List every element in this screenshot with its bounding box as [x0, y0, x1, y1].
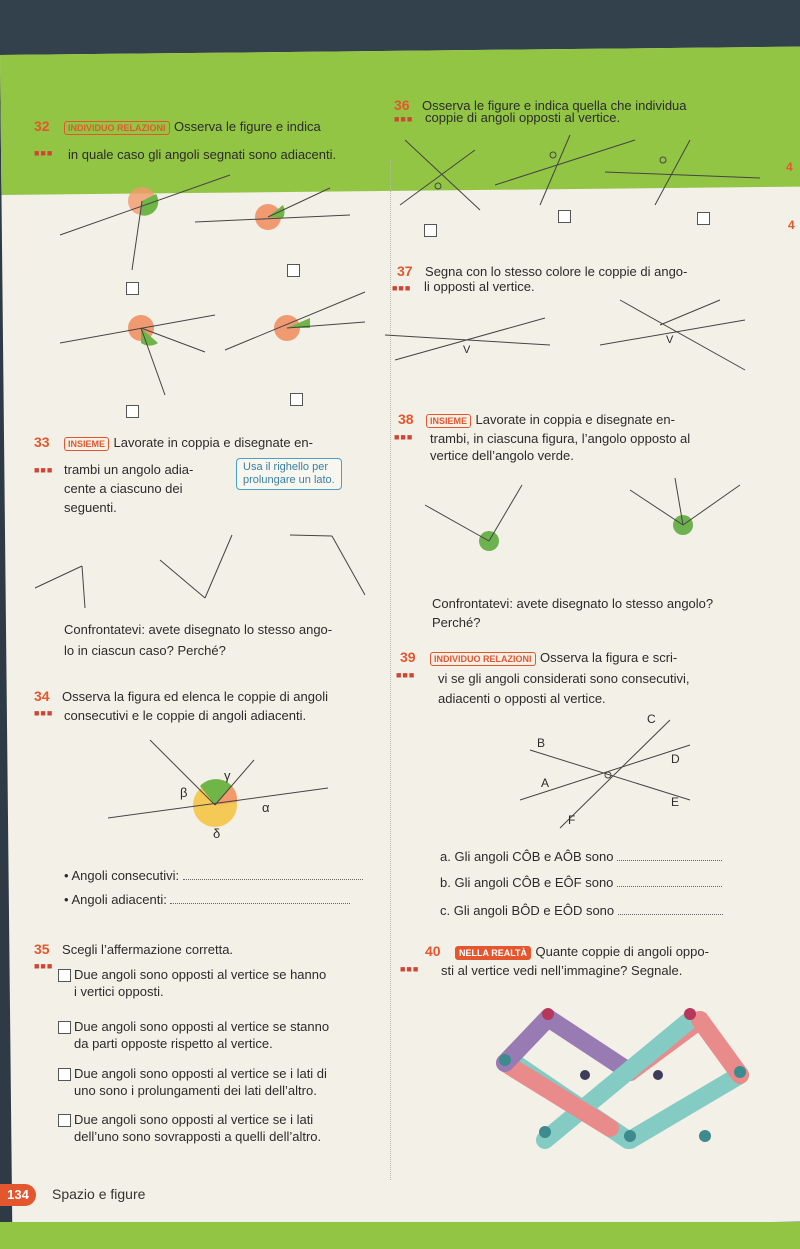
ex35-option-2-line2: da parti opposte rispetto al vertice.	[74, 1036, 273, 1051]
ex39-point-f: F	[568, 813, 576, 827]
ex37-mark-2: V	[666, 334, 674, 346]
ex36-difficulty: ■■■	[394, 114, 414, 124]
ex34-text2: consecutivi e le coppie di angoli adiacenti.	[64, 708, 307, 723]
ex38-question1: Confrontatevi: avete disegnato lo stesso angolo?	[432, 596, 714, 611]
ex34-text1: Osserva la figura ed elenca le coppie di angoli	[62, 689, 328, 704]
ex34-difficulty: ■■■	[34, 708, 54, 718]
ex35-option-2-line1: Due angoli sono opposti al vertice se stanno	[74, 1019, 330, 1034]
ex33-text2: trambi un angolo adia-	[64, 462, 194, 477]
ex33-difficulty: ■■■	[34, 465, 54, 475]
ex39-number: 39	[400, 649, 416, 665]
ex33-number: 33	[34, 434, 50, 450]
ex33-badge: INSIEME	[64, 437, 109, 451]
ex36-text2: coppie di angoli opposti al vertice.	[425, 110, 621, 125]
ex38-difficulty: ■■■	[394, 432, 414, 442]
ex39-difficulty: ■■■	[396, 670, 416, 680]
ex35-difficulty: ■■■	[34, 961, 54, 971]
ex34-alpha: α	[262, 800, 270, 815]
ex39-question-a: a. Gli angoli CÔB e AÔB sono	[440, 849, 614, 864]
side-number-2: 4	[788, 218, 795, 232]
ex39-text1: Osserva la figura e scri-	[540, 650, 678, 665]
footer-band	[0, 1222, 800, 1249]
ex34-consecutive-row: • Angoli consecutivi:	[64, 867, 363, 884]
ex40-text2: sti al vertice vedi nell’immagine? Segnale.	[441, 963, 683, 978]
ex35-option-1-line1: Due angoli sono opposti al vertice se hanno	[74, 967, 327, 982]
ex39-point-a: A	[541, 776, 550, 790]
ex33-text1: Lavorate in coppia e disegnate en-	[113, 435, 313, 450]
ex37-text2: li opposti al vertice.	[424, 279, 535, 294]
ex34-label-consec: Angoli consecutivi:	[71, 868, 180, 883]
ex39-text3: adiacenti o opposti al vertice.	[438, 691, 606, 706]
footer-title: Spazio e figure	[52, 1186, 146, 1202]
ex37-mark-1: V	[463, 344, 471, 356]
ex37-difficulty: ■■■	[392, 283, 412, 293]
ex39-point-c: C	[647, 712, 656, 726]
ex38-badge: INSIEME	[426, 414, 471, 428]
ex34-beta: β	[180, 785, 188, 800]
ex35-text: Scegli l’affermazione corretta.	[62, 942, 234, 957]
ex35-option-4-line1: Due angoli sono opposti al vertice se i lati	[74, 1112, 314, 1127]
ex40-number: 40	[425, 943, 441, 959]
ex39-point-e: E	[671, 795, 680, 809]
ex33-question2: lo in ciascun caso? Perché?	[64, 643, 226, 658]
ex38-text3: vertice dell’angolo verde.	[430, 448, 574, 463]
ex35-option-1-line2: i vertici opposti.	[74, 984, 164, 999]
ex35-option-3-line2: uno sono i prolungamenti dei lati dell’altro.	[74, 1083, 317, 1098]
ex38-question2: Perché?	[432, 615, 481, 630]
footer-page-number: 134	[0, 1184, 36, 1206]
ex33-question1: Confrontatevi: avete disegnato lo stesso ango-	[64, 622, 333, 637]
ex39-badge: INDIVIDUO RELAZIONI	[430, 652, 536, 666]
ex36-text1: Osserva le figure e indica quella che individua	[422, 98, 687, 113]
ex39-point-d: D	[671, 752, 680, 766]
ex33-hint-line1: Usa il righello per	[243, 461, 328, 473]
side-number-1: 4	[786, 160, 793, 174]
ex35-option-4-line2: dell’uno sono sovrapposti a quelli dell’altro.	[74, 1129, 322, 1144]
ex40-text1: Quante coppie di angoli oppo-	[535, 944, 709, 959]
ex34-delta: δ	[213, 826, 221, 841]
ex40-badge: NELLA REALTÀ	[455, 946, 531, 960]
ex35-number: 35	[34, 941, 50, 957]
ex37-number: 37	[397, 263, 413, 279]
ex38-number: 38	[398, 411, 414, 427]
ex34-label-adiac: Angoli adiacenti:	[71, 892, 167, 907]
ex37-text1: Segna con lo stesso colore le coppie di ango-	[425, 264, 688, 279]
ex32-difficulty: ■■■	[34, 148, 54, 158]
ex39-point-b: B	[537, 736, 546, 750]
ex34-gamma: γ	[224, 768, 231, 783]
ex39-question-c: c. Gli angoli BÔD e EÔD sono	[440, 903, 615, 918]
ex33-hint-line2: prolungare un lato.	[243, 474, 335, 486]
ex34-adjacent-row: • Angoli adiacenti:	[64, 891, 350, 908]
ex35-option-3-line1: Due angoli sono opposti al vertice se i lati di	[74, 1066, 327, 1081]
ex39-text2: vi se gli angoli considerati sono consecutivi,	[438, 671, 690, 686]
ex32-badge: INDIVIDUO RELAZIONI	[64, 121, 170, 135]
ex38-text2: trambi, in ciascuna figura, l’angolo opposto al	[430, 431, 691, 446]
ex39-question-b: b. Gli angoli CÔB e EÔF sono	[440, 875, 614, 890]
ex34-number: 34	[34, 688, 50, 704]
ex33-text3: cente a ciascuno dei	[64, 481, 183, 496]
ex36-number: 36	[394, 97, 410, 113]
ex38-text1: Lavorate in coppia e disegnate en-	[475, 412, 675, 427]
ex33-text4: seguenti.	[64, 500, 117, 515]
ex32-text1: Osserva le figure e indica	[174, 119, 321, 134]
ex40-difficulty: ■■■	[400, 964, 420, 974]
ex32-text2: in quale caso gli angoli segnati sono adiacenti.	[68, 147, 337, 162]
ex32-number: 32	[34, 118, 50, 134]
